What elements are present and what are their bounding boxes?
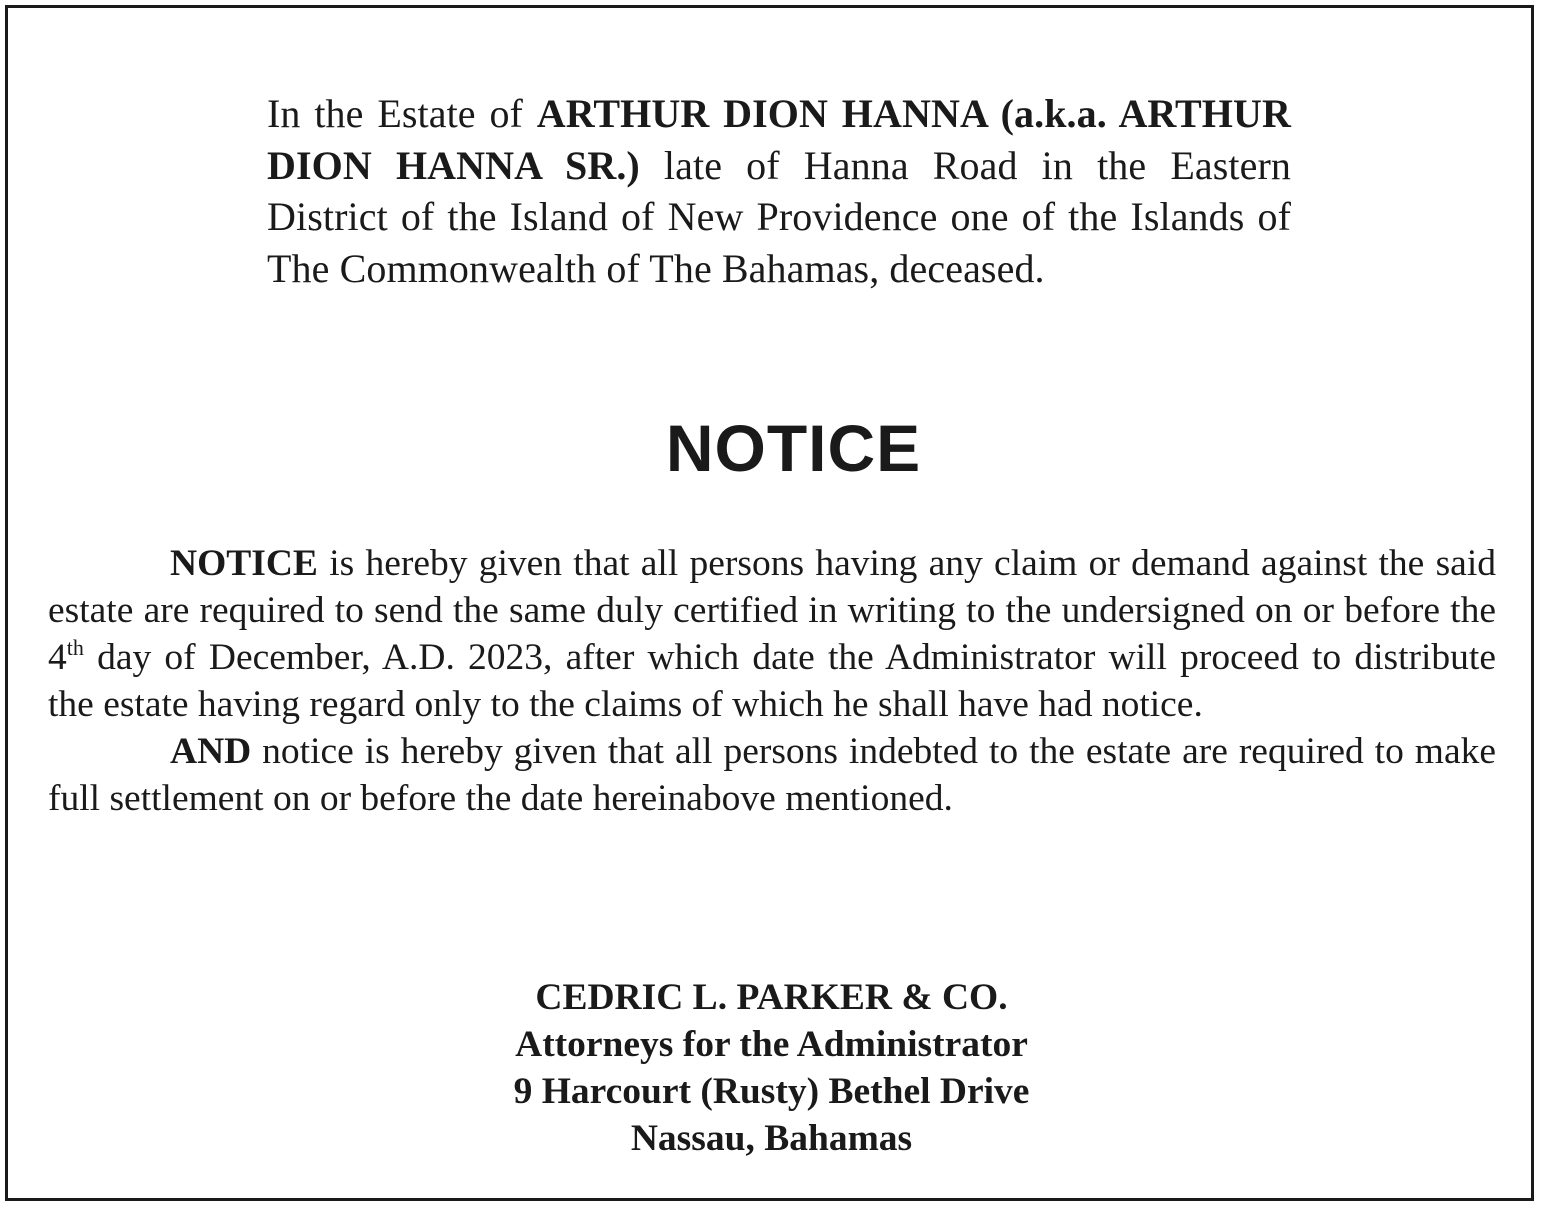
estate-prefix: In the Estate of — [267, 91, 537, 136]
estate-description: late of Hanna Road in the Eastern District of the Island of New Providence one of the Islands of The Commonwealth of The Bahamas, deceased. — [267, 142, 1291, 291]
claims-paragraph — [48, 540, 1496, 728]
notice-title: NOTICE — [665, 411, 922, 485]
claims-paragraph-lead: NOTICE — [170, 543, 318, 584]
firm-role: Attorneys for the Administrator — [515, 1024, 1028, 1065]
settlement-paragraph — [48, 728, 1496, 822]
signature-block — [0, 974, 1543, 1162]
settlement-paragraph-lead: AND — [170, 731, 252, 772]
deceased-name: ARTHUR DION HANNA (a.k.a. ARTHUR DION HANNA SR.) — [267, 91, 1291, 188]
estate-heading — [267, 88, 1291, 294]
firm-city: Nassau, Bahamas — [630, 1118, 913, 1159]
settlement-paragraph-text: notice is hereby given that all persons indebted to the estate are required to make full settlement on or before the date hereinabove mentioned. — [48, 731, 1496, 819]
claims-paragraph-text: is hereby given that all persons having any claim or demand against the said estate are required to send the same duly certified in writing to the undersigned on or before the 4 — [48, 543, 1496, 678]
firm-name: CEDRIC L. PARKER & CO. — [535, 977, 1008, 1018]
claims-paragraph-text-continued: day of December, A.D. 2023, after which date the Administrator will proceed to distribute the estate having regard only to the claims of which he shall have had notice. — [48, 637, 1496, 725]
firm-address: 9 Harcourt (Rusty) Bethel Drive — [513, 1071, 1030, 1112]
ordinal-suffix: th — [66, 635, 84, 660]
notice-body — [48, 540, 1496, 822]
